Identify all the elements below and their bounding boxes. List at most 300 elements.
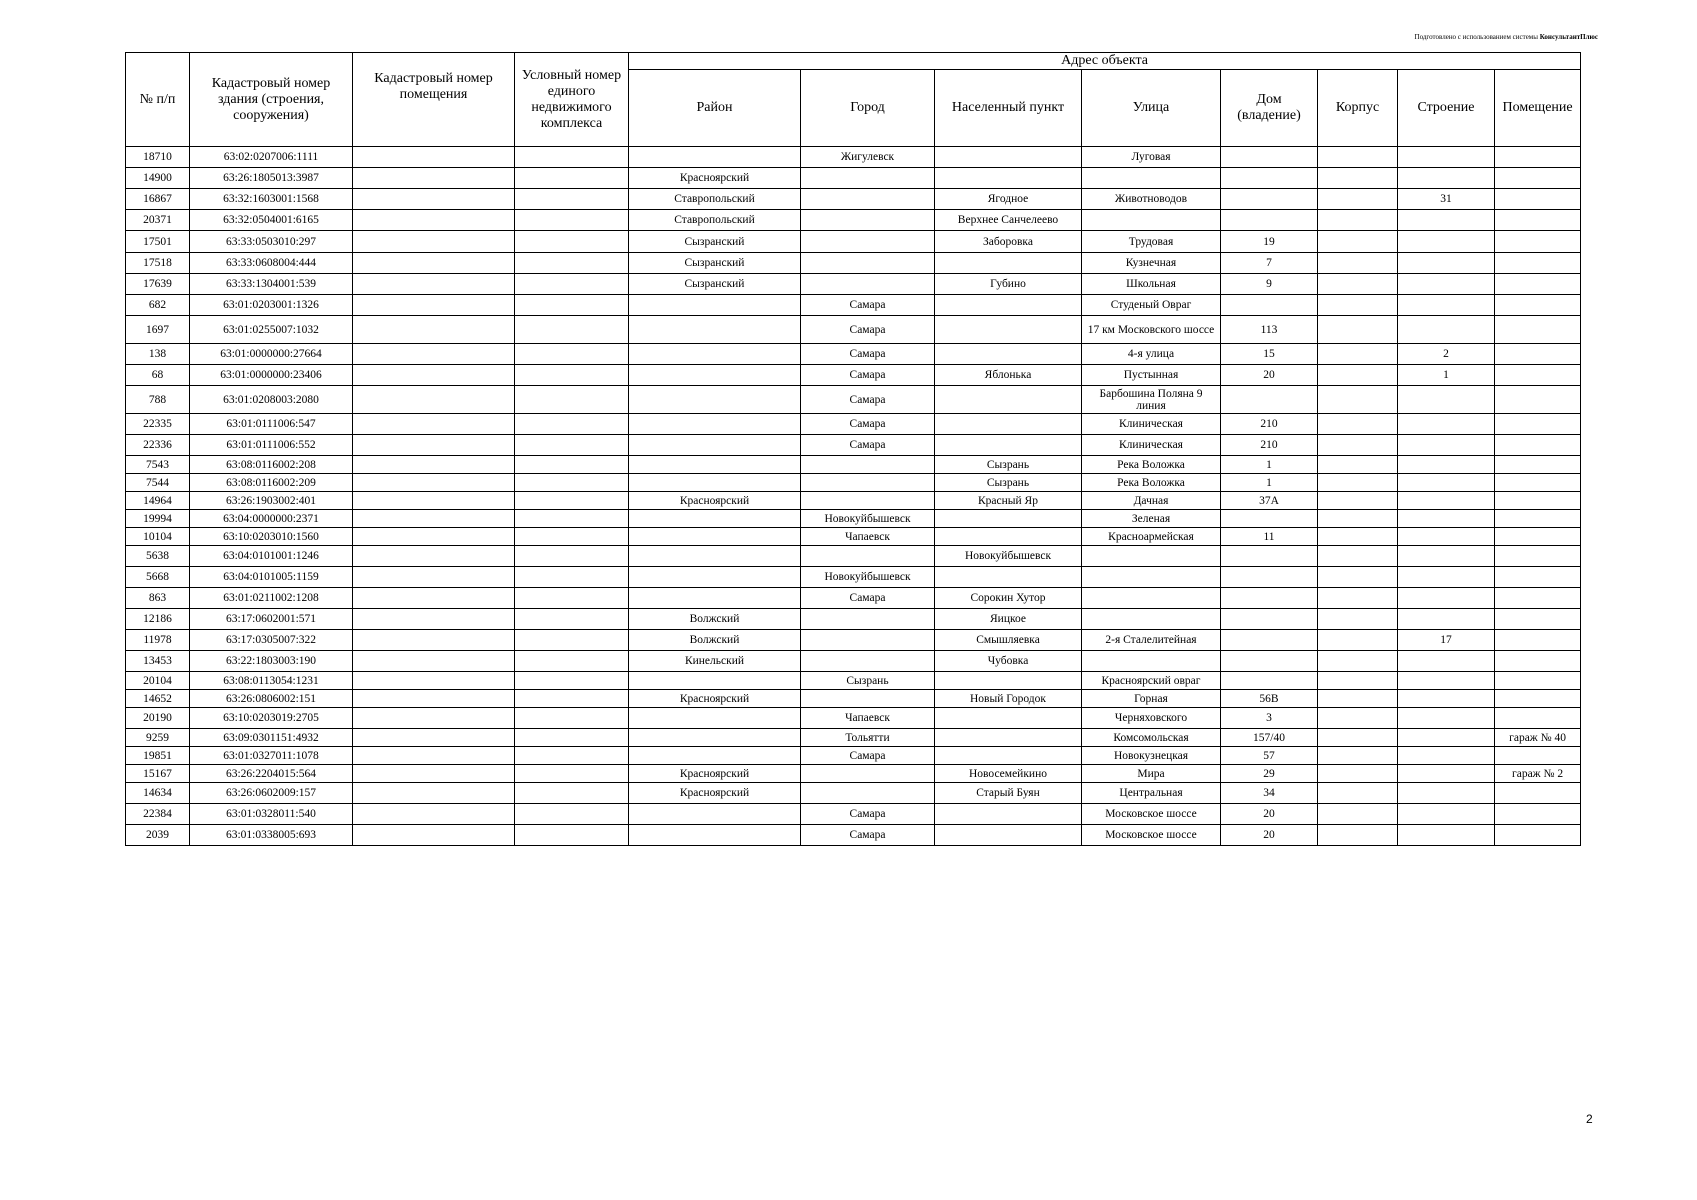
cell-stroenie: 31 [1398,189,1495,210]
cell-room-cadastral [353,435,515,456]
cell-complex-number [515,168,629,189]
cell-street: Мира [1082,765,1221,783]
cell-room-cadastral [353,316,515,344]
cell-room-cadastral [353,344,515,365]
cell-num: 20104 [126,672,190,690]
cell-pomeshchenie [1495,435,1581,456]
cell-num: 22335 [126,414,190,435]
cell-settlement [935,316,1082,344]
cell-building-cadastral: 63:09:0301151:4932 [190,729,353,747]
cell-complex-number [515,386,629,414]
cell-street: 2-я Сталелитейная [1082,630,1221,651]
cell-building-cadastral: 63:01:0338005:693 [190,825,353,846]
cell-stroenie [1398,729,1495,747]
cell-settlement: Яблонька [935,365,1082,386]
cell-korpus [1318,672,1398,690]
cell-settlement [935,672,1082,690]
table-row [126,147,1581,168]
cell-complex-number [515,210,629,231]
cell-district [629,546,801,567]
cell-complex-number [515,231,629,253]
cell-room-cadastral [353,690,515,708]
cell-korpus [1318,456,1398,474]
cell-korpus [1318,414,1398,435]
cell-building-cadastral: 63:26:1805013:3987 [190,168,353,189]
cell-house [1221,588,1318,609]
cell-room-cadastral [353,386,515,414]
cell-settlement [935,147,1082,168]
cell-house [1221,546,1318,567]
cell-stroenie [1398,690,1495,708]
cell-num: 12186 [126,609,190,630]
cell-building-cadastral: 63:01:0211002:1208 [190,588,353,609]
cell-korpus [1318,765,1398,783]
cell-building-cadastral: 63:01:0208003:2080 [190,386,353,414]
cell-street [1082,546,1221,567]
table-row [126,386,1581,414]
cell-building-cadastral: 63:01:0111006:552 [190,435,353,456]
cell-building-cadastral: 63:02:0207006:1111 [190,147,353,168]
cell-district [629,344,801,365]
cell-district [629,295,801,316]
cell-street [1082,651,1221,672]
cell-complex-number [515,708,629,729]
cell-street: Луговая [1082,147,1221,168]
cell-pomeshchenie [1495,609,1581,630]
table-row [126,253,1581,274]
cell-city: Самара [801,804,935,825]
cell-street: Клиническая [1082,435,1221,456]
cell-settlement [935,528,1082,546]
cell-city: Самара [801,588,935,609]
cell-num: 5638 [126,546,190,567]
cell-complex-number [515,747,629,765]
cell-num: 15167 [126,765,190,783]
cell-city [801,274,935,295]
cell-house [1221,168,1318,189]
cell-street: Московское шоссе [1082,804,1221,825]
cell-building-cadastral: 63:01:0111006:547 [190,414,353,435]
cell-complex-number [515,435,629,456]
cell-house: 20 [1221,804,1318,825]
header-address: Адрес объекта [629,53,1581,70]
cell-num: 11978 [126,630,190,651]
cell-building-cadastral: 63:01:0328011:540 [190,804,353,825]
cell-house: 11 [1221,528,1318,546]
table-row [126,474,1581,492]
cell-room-cadastral [353,231,515,253]
cell-complex-number [515,567,629,588]
cell-num: 14964 [126,492,190,510]
cell-pomeshchenie [1495,168,1581,189]
cell-settlement [935,708,1082,729]
cell-street: Животноводов [1082,189,1221,210]
cell-settlement [935,295,1082,316]
cell-city: Самара [801,747,935,765]
cell-stroenie: 2 [1398,344,1495,365]
cell-house: 20 [1221,825,1318,846]
cell-settlement [935,253,1082,274]
cell-pomeshchenie [1495,825,1581,846]
cell-stroenie [1398,588,1495,609]
cell-city: Самара [801,386,935,414]
cell-pomeshchenie [1495,492,1581,510]
cell-building-cadastral: 63:01:0327011:1078 [190,747,353,765]
cell-building-cadastral: 63:17:0602001:571 [190,609,353,630]
cell-street: Зеленая [1082,510,1221,528]
cell-city: Новокуйбышевск [801,567,935,588]
prepared-by-note [1415,33,1598,41]
cell-complex-number [515,295,629,316]
cell-city: Самара [801,344,935,365]
table-row [126,546,1581,567]
cell-room-cadastral [353,168,515,189]
cell-street: Школьная [1082,274,1221,295]
cell-room-cadastral [353,528,515,546]
cell-stroenie: 1 [1398,365,1495,386]
cell-city [801,546,935,567]
cell-korpus [1318,274,1398,295]
table-row [126,344,1581,365]
cell-street: Дачная [1082,492,1221,510]
cell-building-cadastral: 63:01:0000000:23406 [190,365,353,386]
cell-pomeshchenie [1495,253,1581,274]
cell-num: 788 [126,386,190,414]
cell-house: 1 [1221,456,1318,474]
header-room-cadastral: Кадастровый номер помещения [353,53,515,147]
cell-street: Трудовая [1082,231,1221,253]
cell-korpus [1318,690,1398,708]
cell-num: 7544 [126,474,190,492]
table-row [126,765,1581,783]
cell-street: Московское шоссе [1082,825,1221,846]
cell-stroenie [1398,567,1495,588]
cell-korpus [1318,492,1398,510]
cell-num: 7543 [126,456,190,474]
table-row [126,435,1581,456]
cell-house: 29 [1221,765,1318,783]
cell-settlement: Сызрань [935,474,1082,492]
cell-room-cadastral [353,510,515,528]
cell-korpus [1318,168,1398,189]
cell-pomeshchenie [1495,316,1581,344]
cell-house: 57 [1221,747,1318,765]
cell-num: 10104 [126,528,190,546]
cell-complex-number [515,528,629,546]
cell-district [629,804,801,825]
cell-settlement: Старый Буян [935,783,1082,804]
table-row [126,316,1581,344]
cell-street [1082,588,1221,609]
cell-house [1221,567,1318,588]
cell-district [629,729,801,747]
cell-num: 17518 [126,253,190,274]
cell-complex-number [515,672,629,690]
cell-settlement [935,435,1082,456]
table-row [126,295,1581,316]
cell-building-cadastral: 63:32:1603001:1568 [190,189,353,210]
table-row [126,804,1581,825]
cell-district: Красноярский [629,492,801,510]
cell-pomeshchenie [1495,147,1581,168]
cell-city: Чапаевск [801,528,935,546]
cell-building-cadastral: 63:26:0602009:157 [190,783,353,804]
cell-korpus [1318,510,1398,528]
cell-korpus [1318,344,1398,365]
cell-house: 3 [1221,708,1318,729]
cell-korpus [1318,365,1398,386]
cell-street: 4-я улица [1082,344,1221,365]
cell-korpus [1318,609,1398,630]
table-row [126,456,1581,474]
cell-street [1082,168,1221,189]
table-row [126,567,1581,588]
cell-district [629,386,801,414]
cell-city: Самара [801,435,935,456]
cell-street: Черняховского [1082,708,1221,729]
cell-complex-number [515,609,629,630]
cell-num: 5668 [126,567,190,588]
cell-num: 14634 [126,783,190,804]
cell-room-cadastral [353,456,515,474]
cell-stroenie [1398,210,1495,231]
table-row [126,210,1581,231]
cell-street: Центральная [1082,783,1221,804]
cell-city [801,783,935,804]
cell-building-cadastral: 63:26:1903002:401 [190,492,353,510]
header-stroenie: Строение [1398,70,1495,147]
cell-num: 68 [126,365,190,386]
header-settlement: Населенный пункт [935,70,1082,147]
cell-district [629,365,801,386]
cell-street [1082,609,1221,630]
cell-room-cadastral [353,295,515,316]
cell-street: Река Воложка [1082,474,1221,492]
cell-district [629,456,801,474]
cell-house [1221,609,1318,630]
cell-pomeshchenie [1495,231,1581,253]
cell-complex-number [515,546,629,567]
cell-city: Сызрань [801,672,935,690]
cell-room-cadastral [353,672,515,690]
cell-district [629,147,801,168]
cell-complex-number [515,510,629,528]
prepared-by-text: Подготовлено с использованием системы [1414,33,1540,41]
cell-num: 14652 [126,690,190,708]
cell-city [801,651,935,672]
cell-building-cadastral: 63:08:0116002:209 [190,474,353,492]
cell-pomeshchenie [1495,344,1581,365]
table-row [126,651,1581,672]
cell-korpus [1318,435,1398,456]
cell-house: 113 [1221,316,1318,344]
cell-district [629,510,801,528]
cell-room-cadastral [353,414,515,435]
cell-settlement [935,344,1082,365]
cell-city [801,189,935,210]
page-number: 2 [1586,1112,1593,1126]
cell-complex-number [515,765,629,783]
cell-house: 7 [1221,253,1318,274]
cell-pomeshchenie [1495,783,1581,804]
cell-settlement: Смышляевка [935,630,1082,651]
cell-district [629,528,801,546]
cell-settlement [935,510,1082,528]
cell-pomeshchenie: гараж № 40 [1495,729,1581,747]
table-body [126,147,1581,846]
cell-building-cadastral: 63:04:0000000:2371 [190,510,353,528]
cell-settlement [935,747,1082,765]
cell-city: Самара [801,414,935,435]
cell-pomeshchenie [1495,295,1581,316]
cell-building-cadastral: 63:01:0000000:27664 [190,344,353,365]
cell-num: 19994 [126,510,190,528]
cell-house [1221,210,1318,231]
cell-room-cadastral [353,729,515,747]
cell-pomeshchenie [1495,588,1581,609]
cell-settlement [935,386,1082,414]
cell-pomeshchenie [1495,528,1581,546]
cell-house: 157/40 [1221,729,1318,747]
cell-house: 210 [1221,435,1318,456]
header-korpus: Корпус [1318,70,1398,147]
table-row [126,783,1581,804]
cell-room-cadastral [353,253,515,274]
cell-room-cadastral [353,708,515,729]
cell-pomeshchenie [1495,189,1581,210]
cell-stroenie [1398,456,1495,474]
cell-korpus [1318,651,1398,672]
cell-street: Барбошина Поляна 9 линия [1082,386,1221,414]
cell-num: 9259 [126,729,190,747]
cell-korpus [1318,295,1398,316]
cell-district [629,708,801,729]
cell-district: Кинельский [629,651,801,672]
cell-district [629,747,801,765]
cell-pomeshchenie [1495,546,1581,567]
cell-complex-number [515,630,629,651]
cell-settlement: Новокуйбышевск [935,546,1082,567]
cell-stroenie [1398,147,1495,168]
cell-num: 18710 [126,147,190,168]
cell-stroenie [1398,609,1495,630]
cell-complex-number [515,588,629,609]
cell-settlement: Новый Городок [935,690,1082,708]
cell-building-cadastral: 63:22:1803003:190 [190,651,353,672]
cell-num: 22384 [126,804,190,825]
cell-num: 19851 [126,747,190,765]
cell-complex-number [515,365,629,386]
cell-street: 17 км Московского шоссе [1082,316,1221,344]
cell-num: 1697 [126,316,190,344]
header-complex-number: Условный номер единого недвижимого комплекса [515,53,629,147]
cell-room-cadastral [353,747,515,765]
cell-korpus [1318,474,1398,492]
cell-city [801,690,935,708]
cell-pomeshchenie [1495,672,1581,690]
cell-num: 16867 [126,189,190,210]
cell-num: 13453 [126,651,190,672]
header-city: Город [801,70,935,147]
cell-complex-number [515,729,629,747]
table-row [126,492,1581,510]
cell-district [629,825,801,846]
cell-complex-number [515,690,629,708]
cell-korpus [1318,804,1398,825]
cell-room-cadastral [353,210,515,231]
cell-house [1221,510,1318,528]
cell-district: Волжский [629,609,801,630]
cell-pomeshchenie [1495,651,1581,672]
cell-stroenie [1398,708,1495,729]
cell-korpus [1318,386,1398,414]
cell-district: Волжский [629,630,801,651]
cell-korpus [1318,630,1398,651]
prepared-by-brand: КонсультантПлюс [1539,33,1598,41]
cell-room-cadastral [353,474,515,492]
cell-num: 20190 [126,708,190,729]
cell-building-cadastral: 63:26:2204015:564 [190,765,353,783]
cell-room-cadastral [353,492,515,510]
table-row [126,189,1581,210]
cell-stroenie [1398,316,1495,344]
cell-stroenie [1398,435,1495,456]
cell-street: Кузнечная [1082,253,1221,274]
cell-stroenie [1398,231,1495,253]
cell-num: 17639 [126,274,190,295]
cell-korpus [1318,747,1398,765]
header-house: Дом (владение) [1221,70,1318,147]
header-district: Район [629,70,801,147]
cell-city [801,456,935,474]
cell-stroenie [1398,804,1495,825]
cell-district: Сызранский [629,231,801,253]
table-row [126,414,1581,435]
cell-settlement: Заборовка [935,231,1082,253]
cell-korpus [1318,708,1398,729]
cell-num: 138 [126,344,190,365]
cell-korpus [1318,825,1398,846]
cell-house: 19 [1221,231,1318,253]
cell-korpus [1318,231,1398,253]
cell-pomeshchenie [1495,210,1581,231]
cell-city: Самара [801,365,935,386]
cell-complex-number [515,825,629,846]
cell-korpus [1318,147,1398,168]
cell-house [1221,651,1318,672]
cell-pomeshchenie [1495,510,1581,528]
table-row [126,609,1581,630]
cell-district [629,435,801,456]
table-row [126,708,1581,729]
cell-pomeshchenie [1495,365,1581,386]
cell-stroenie [1398,274,1495,295]
cell-street [1082,567,1221,588]
cell-stroenie [1398,783,1495,804]
cell-complex-number [515,344,629,365]
cell-room-cadastral [353,609,515,630]
cell-building-cadastral: 63:33:0503010:297 [190,231,353,253]
cell-stroenie [1398,765,1495,783]
cell-street: Красноярский овраг [1082,672,1221,690]
cell-korpus [1318,316,1398,344]
table-row [126,690,1581,708]
cell-room-cadastral [353,651,515,672]
cell-street: Клиническая [1082,414,1221,435]
cell-stroenie [1398,651,1495,672]
cell-stroenie [1398,546,1495,567]
cell-stroenie [1398,386,1495,414]
